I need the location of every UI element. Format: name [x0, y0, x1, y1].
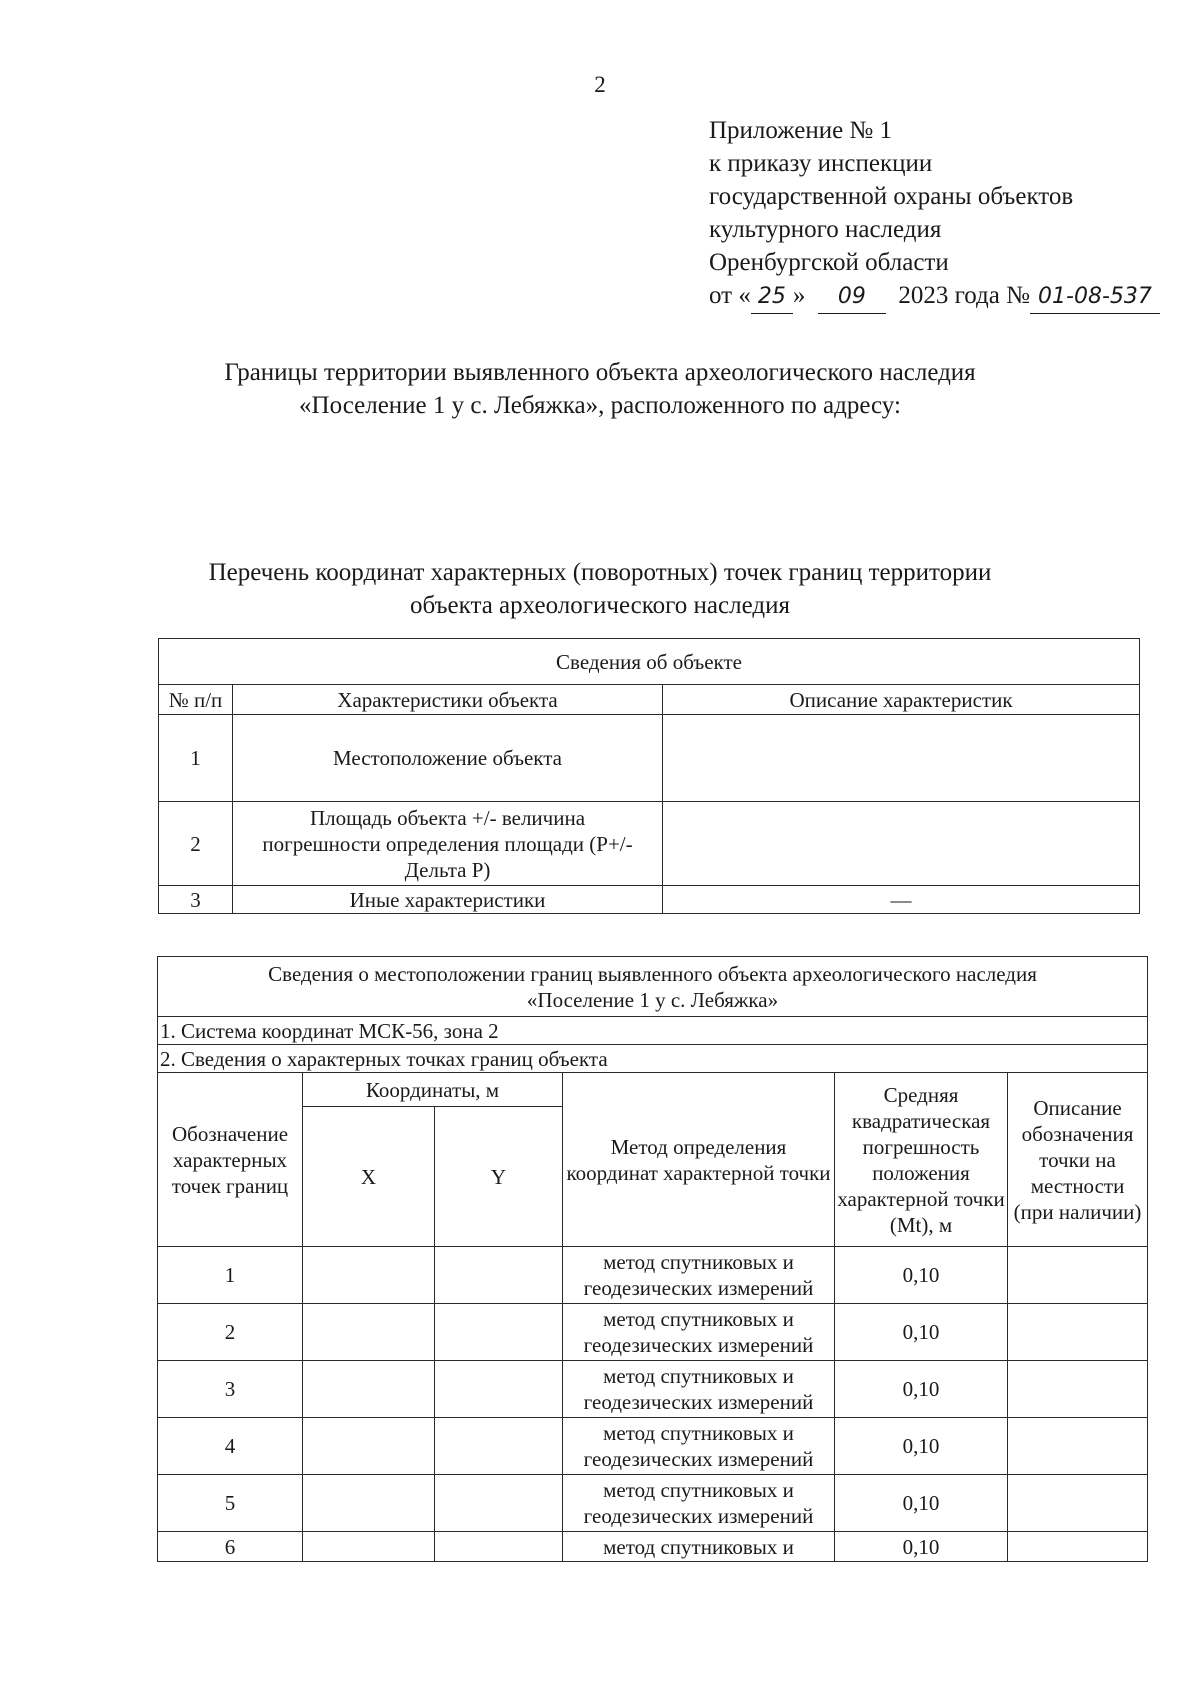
point-x [303, 1247, 435, 1304]
location-header-line-1: Сведения о местоположении границ выявленного объекта археологического наследия [268, 961, 1037, 986]
table-row [158, 1475, 1148, 1532]
point-description [1008, 1475, 1148, 1532]
point-error: 0,10 [835, 1532, 1008, 1562]
row-num: 2 [159, 802, 233, 886]
location-table-header [158, 957, 1148, 1017]
appendix-line-3: государственной охраны объектов [709, 183, 1074, 210]
list-title-line-1: Перечень координат характерных (поворотных) точек границ территории [208, 559, 992, 586]
row-description [663, 802, 1140, 886]
point-y [435, 1361, 563, 1418]
row-num: 1 [159, 715, 233, 802]
row-characteristic: Местоположение объекта [233, 715, 663, 802]
point-error: 0,10 [835, 1304, 1008, 1361]
title-line-2: «Поселение 1 у с. Лебяжка», расположенного по адресу: [299, 392, 901, 419]
column-header-y: Y [435, 1107, 563, 1247]
point-method: метод спутниковых и геодезических измерений [563, 1418, 835, 1475]
location-table [157, 956, 1148, 1562]
appendix-block [709, 114, 1160, 314]
column-header-error: Средняя квадратическая погрешность положения характерной точки (Mt), м [835, 1073, 1008, 1247]
table-row [158, 1361, 1148, 1418]
point-method: метод спутниковых и геодезических измерений [563, 1247, 835, 1304]
table-row [158, 1532, 1148, 1562]
row-num: 3 [159, 886, 233, 914]
point-error: 0,10 [835, 1475, 1008, 1532]
point-y [435, 1304, 563, 1361]
date-year: 2023 года № [898, 282, 1030, 309]
point-error: 0,10 [835, 1361, 1008, 1418]
column-header-description: Описание характеристик [663, 685, 1140, 715]
appendix-date-line [709, 279, 1160, 314]
page-number: 2 [594, 72, 606, 97]
object-table-header: Сведения об объекте [159, 639, 1140, 685]
point-method: метод спутниковых и геодезических измерений [563, 1361, 835, 1418]
column-header-characteristic: Характеристики объекта [233, 685, 663, 715]
table-row [158, 1247, 1148, 1304]
point-number: 1 [158, 1247, 303, 1304]
table-row [159, 886, 1140, 914]
table-row [158, 1418, 1148, 1475]
object-info-table [158, 638, 1140, 914]
point-number: 4 [158, 1418, 303, 1475]
point-number: 5 [158, 1475, 303, 1532]
point-description [1008, 1304, 1148, 1361]
point-x [303, 1304, 435, 1361]
point-y [435, 1418, 563, 1475]
point-x [303, 1418, 435, 1475]
point-description [1008, 1247, 1148, 1304]
point-error: 0,10 [835, 1247, 1008, 1304]
column-header-x: X [303, 1107, 435, 1247]
date-prefix: от « [709, 282, 751, 309]
column-header-method: Метод определения координат характерной точки [563, 1073, 835, 1247]
point-description [1008, 1361, 1148, 1418]
point-description [1008, 1532, 1148, 1562]
column-header-coords: Координаты, м [303, 1073, 563, 1107]
point-method: метод спутниковых и [563, 1532, 835, 1562]
date-mid: » [792, 282, 806, 309]
row-description [663, 715, 1140, 802]
document-title [0, 356, 1200, 422]
appendix-line-4: культурного наследия [709, 216, 942, 243]
date-day: 25 [751, 280, 793, 314]
point-number: 2 [158, 1304, 303, 1361]
coordinate-system-row: 1. Система координат МСК-56, зона 2 [158, 1017, 1148, 1045]
point-method: метод спутниковых и геодезических измерений [563, 1304, 835, 1361]
points-section-row: 2. Сведения о характерных точках границ объекта [158, 1045, 1148, 1073]
point-y [435, 1475, 563, 1532]
point-error: 0,10 [835, 1418, 1008, 1475]
appendix-line-1: Приложение № 1 [709, 117, 893, 144]
appendix-line-5: Оренбургской области [709, 249, 949, 276]
row-description: — [663, 886, 1140, 914]
point-description [1008, 1418, 1148, 1475]
table-row [159, 715, 1140, 802]
location-header-line-2: «Поселение 1 у с. Лебяжка» [526, 987, 779, 1012]
point-x [303, 1361, 435, 1418]
list-title-line-2: объекта археологического наследия [410, 592, 790, 619]
point-y [435, 1532, 563, 1562]
row-characteristic: Площадь объекта +/- величина погрешности определения площади (Р+/- Дельта Р) [233, 802, 663, 886]
date-month: 09 [818, 280, 886, 314]
table-row [158, 1304, 1148, 1361]
column-header-num: № п/п [159, 685, 233, 715]
row-characteristic: Иные характеристики [233, 886, 663, 914]
appendix-line-2: к приказу инспекции [709, 150, 933, 177]
point-method: метод спутниковых и геодезических измерений [563, 1475, 835, 1532]
point-y [435, 1247, 563, 1304]
point-number: 3 [158, 1361, 303, 1418]
order-number: 01-08-537 [1030, 280, 1160, 314]
point-number: 6 [158, 1532, 303, 1562]
column-header-point-description: Описание обозначения точки на местности (при наличии) [1008, 1073, 1148, 1247]
point-x [303, 1532, 435, 1562]
table-row [159, 802, 1140, 886]
list-title [0, 556, 1200, 622]
column-header-designation: Обозначение характерных точек границ [158, 1073, 303, 1247]
title-line-1: Границы территории выявленного объекта археологического наследия [224, 359, 976, 386]
point-x [303, 1475, 435, 1532]
